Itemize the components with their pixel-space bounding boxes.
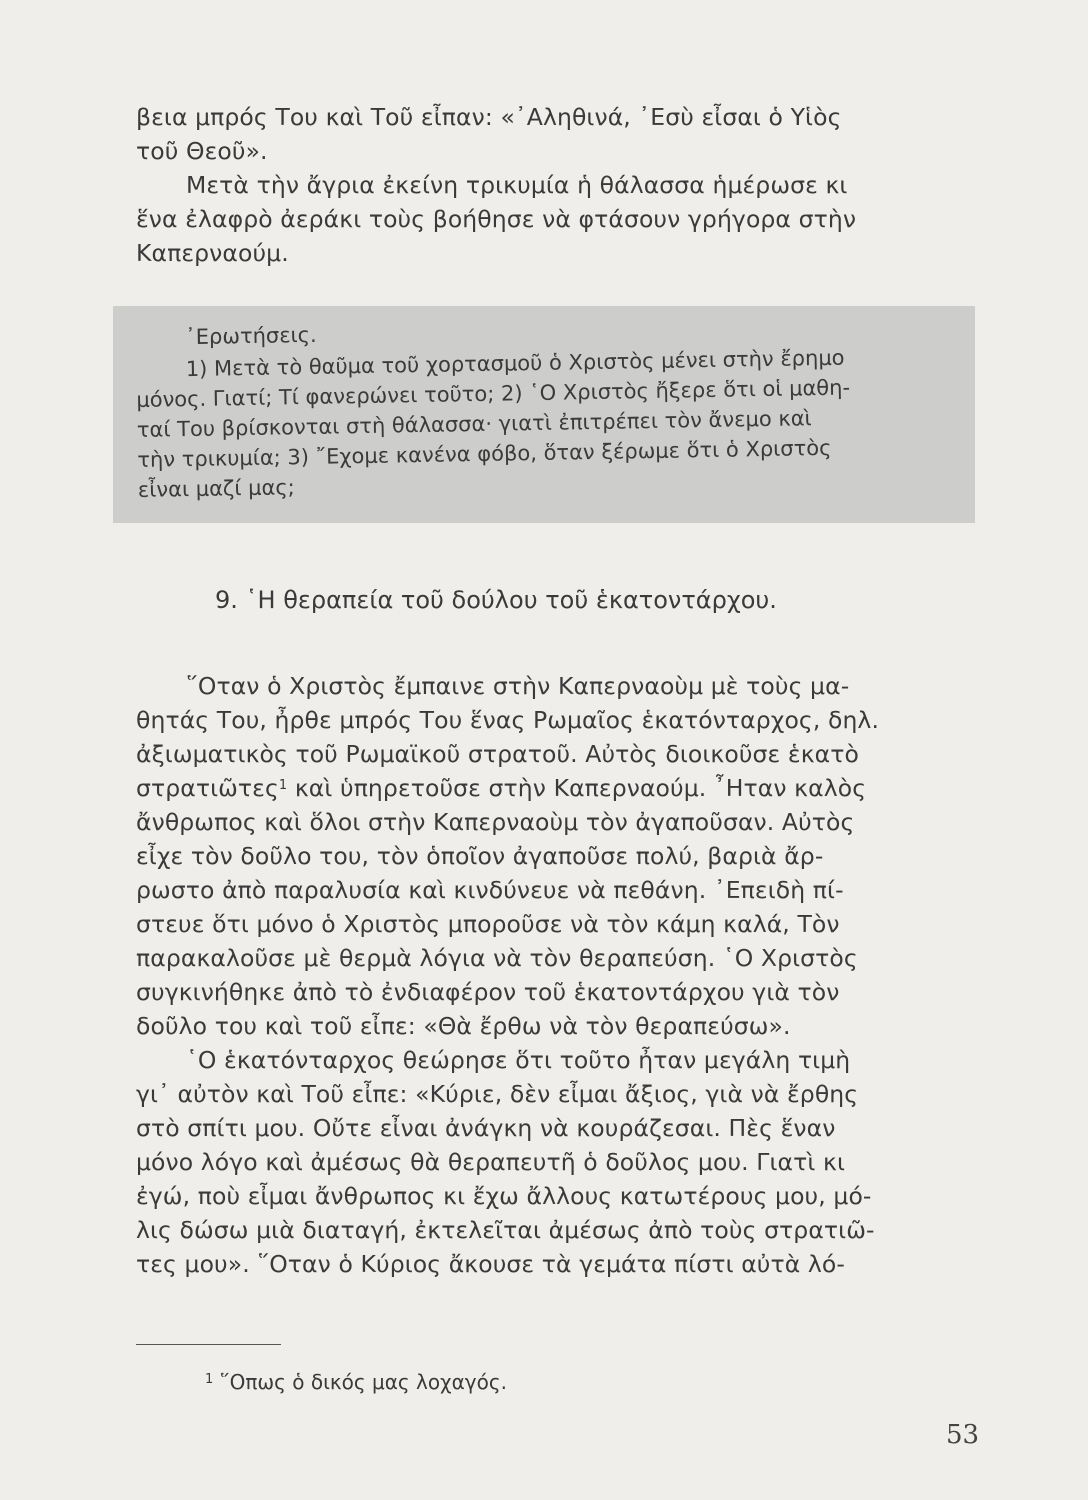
text-line: δοῦλο του καὶ τοῦ εἶπε: «Θὰ ἔρθω νὰ τὸν θεραπεύσω».: [136, 1012, 791, 1040]
text-fragment: καὶ ὑπηρετοῦσε στὴν Καπερναούμ. ῏Ηταν καλὸς: [294, 774, 867, 802]
question-line: ταί Του βρίσκονται στὴ θάλασσα· γιατὶ ἐπιτρέπει τὸν ἄνεμο καὶ: [136, 406, 812, 442]
text-line: Μετὰ τὴν ἄγρια ἐκείνη τρικυμία ἡ θάλασσα ἡμέρωσε κι: [186, 171, 848, 199]
question-line: 1) Μετὰ τὸ θαῦμα τοῦ χορτασμοῦ ὁ Χριστὸς μένει στὴν ἔρημο: [185, 345, 845, 382]
questions-heading: ᾿Ερωτήσεις.: [185, 322, 317, 350]
text-line: λις δώσω μιὰ διαταγή, ἐκτελεῖται ἀμέσως ἀπὸ τοὺς στρατιῶ-: [136, 1216, 875, 1244]
question-line: εἶναι μαζί μας;: [137, 475, 295, 502]
text-line: ῾Ο ἑκατόνταρχος θεώρησε ὅτι τοῦτο ἦταν μεγάλη τιμὴ: [186, 1046, 851, 1074]
text-line: ῞Οταν ὁ Χριστὸς ἔμπαινε στὴν Καπερναοὺμ μὲ τοὺς μα-: [186, 672, 850, 700]
text-line: στὸ σπίτι μου. Οὔτε εἶναι ἀνάγκη νὰ κουράζεσαι. Πὲς ἕναν: [136, 1114, 836, 1142]
text-line: ἕνα ἐλαφρὸ ἀεράκι τοὺς βοήθησε νὰ φτάσουν γρήγορα στὴν: [136, 205, 857, 233]
text-line: ρωστο ἀπὸ παραλυσία καὶ κινδύνευε νὰ πεθάνη. ᾿Επειδὴ πί-: [136, 876, 844, 904]
footnote-reference: 1: [278, 778, 288, 793]
text-line: [136, 771, 986, 805]
text-line: Καπερναούμ.: [136, 239, 289, 267]
text-line: παρακαλοῦσε μὲ θερμὰ λόγια νὰ τὸν θεραπεύση. ῾Ο Χριστὸς: [136, 944, 858, 972]
question-line: μόνος. Γιατί; Τί φανερώνει τοῦτο; 2) ῾Ο Χριστὸς ἤξερε ὅτι οἱ μαθη-: [136, 375, 851, 412]
footnote-divider: [136, 1344, 281, 1345]
footnote-text: ῞Οπως ὁ δικός μας λοχαγός.: [219, 1370, 507, 1394]
intro-paragraph: [136, 100, 986, 270]
page-number: 53: [946, 1420, 980, 1450]
text-line: τες μου». ῞Οταν ὁ Κύριος ἄκουσε τὰ γεμάτα πίστι αὐτὰ λό-: [136, 1250, 845, 1278]
questions-text: [135, 307, 973, 505]
footnote: [205, 1368, 507, 1396]
question-line: τὴν τρικυμία; 3) ῎Εχομε κανένα φόβο, ὅταν ξέρωμε ὅτι ὁ Χριστὸς: [137, 435, 832, 472]
text-line: συγκινήθηκε ἀπὸ τὸ ἐνδιαφέρον τοῦ ἑκατοντάρχου γιὰ τὸν: [136, 978, 840, 1006]
text-line: μόνο λόγο καὶ ἀμέσως θὰ θεραπευτῆ ὁ δοῦλος μου. Γιατὶ κι: [136, 1148, 845, 1176]
text-line: στευε ὅτι μόνο ὁ Χριστὸς μποροῦσε νὰ τὸν κάμη καλά, Τὸν: [136, 910, 840, 938]
footnote-marker: 1: [205, 1372, 214, 1387]
text-line: τοῦ Θεοῦ».: [136, 137, 268, 165]
text-line: εἶχε τὸν δοῦλο του, τὸν ὁποῖον ἀγαποῦσε πολύ, βαριὰ ἄρ-: [136, 842, 824, 870]
text-line: γι᾿ αὐτὸν καὶ Τοῦ εἶπε: «Κύριε, δὲν εἶμαι ἄξιος, γιὰ νὰ ἔρθης: [136, 1080, 859, 1108]
section-title: 9. ῾Η θεραπεία τοῦ δούλου τοῦ ἑκατοντάρχου.: [215, 586, 777, 614]
text-line: θητάς Του, ἦρθε μπρός Του ἕνας Ρωμαῖος ἑκατόνταρχος, δηλ.: [136, 706, 880, 734]
text-line: ἄνθρωπος καὶ ὅλοι στὴν Καπερναοὺμ τὸν ἀγαποῦσαν. Αὐτὸς: [136, 808, 855, 836]
text-fragment: στρατιῶτες: [136, 774, 279, 802]
text-line: βεια μπρός Του καὶ Τοῦ εἶπαν: «᾿Αληθινά, ᾿Εσὺ εἶσαι ὁ Υἱὸς: [136, 103, 842, 131]
text-line: ἐγώ, ποὺ εἶμαι ἄνθρωπος κι ἔχω ἄλλους κατωτέρους μου, μό-: [136, 1182, 872, 1210]
text-line: ἀξιωματικὸς τοῦ Ρωμαϊκοῦ στρατοῦ. Αὐτὸς διοικοῦσε ἑκατὸ: [136, 740, 859, 768]
main-paragraph: [136, 669, 986, 1281]
